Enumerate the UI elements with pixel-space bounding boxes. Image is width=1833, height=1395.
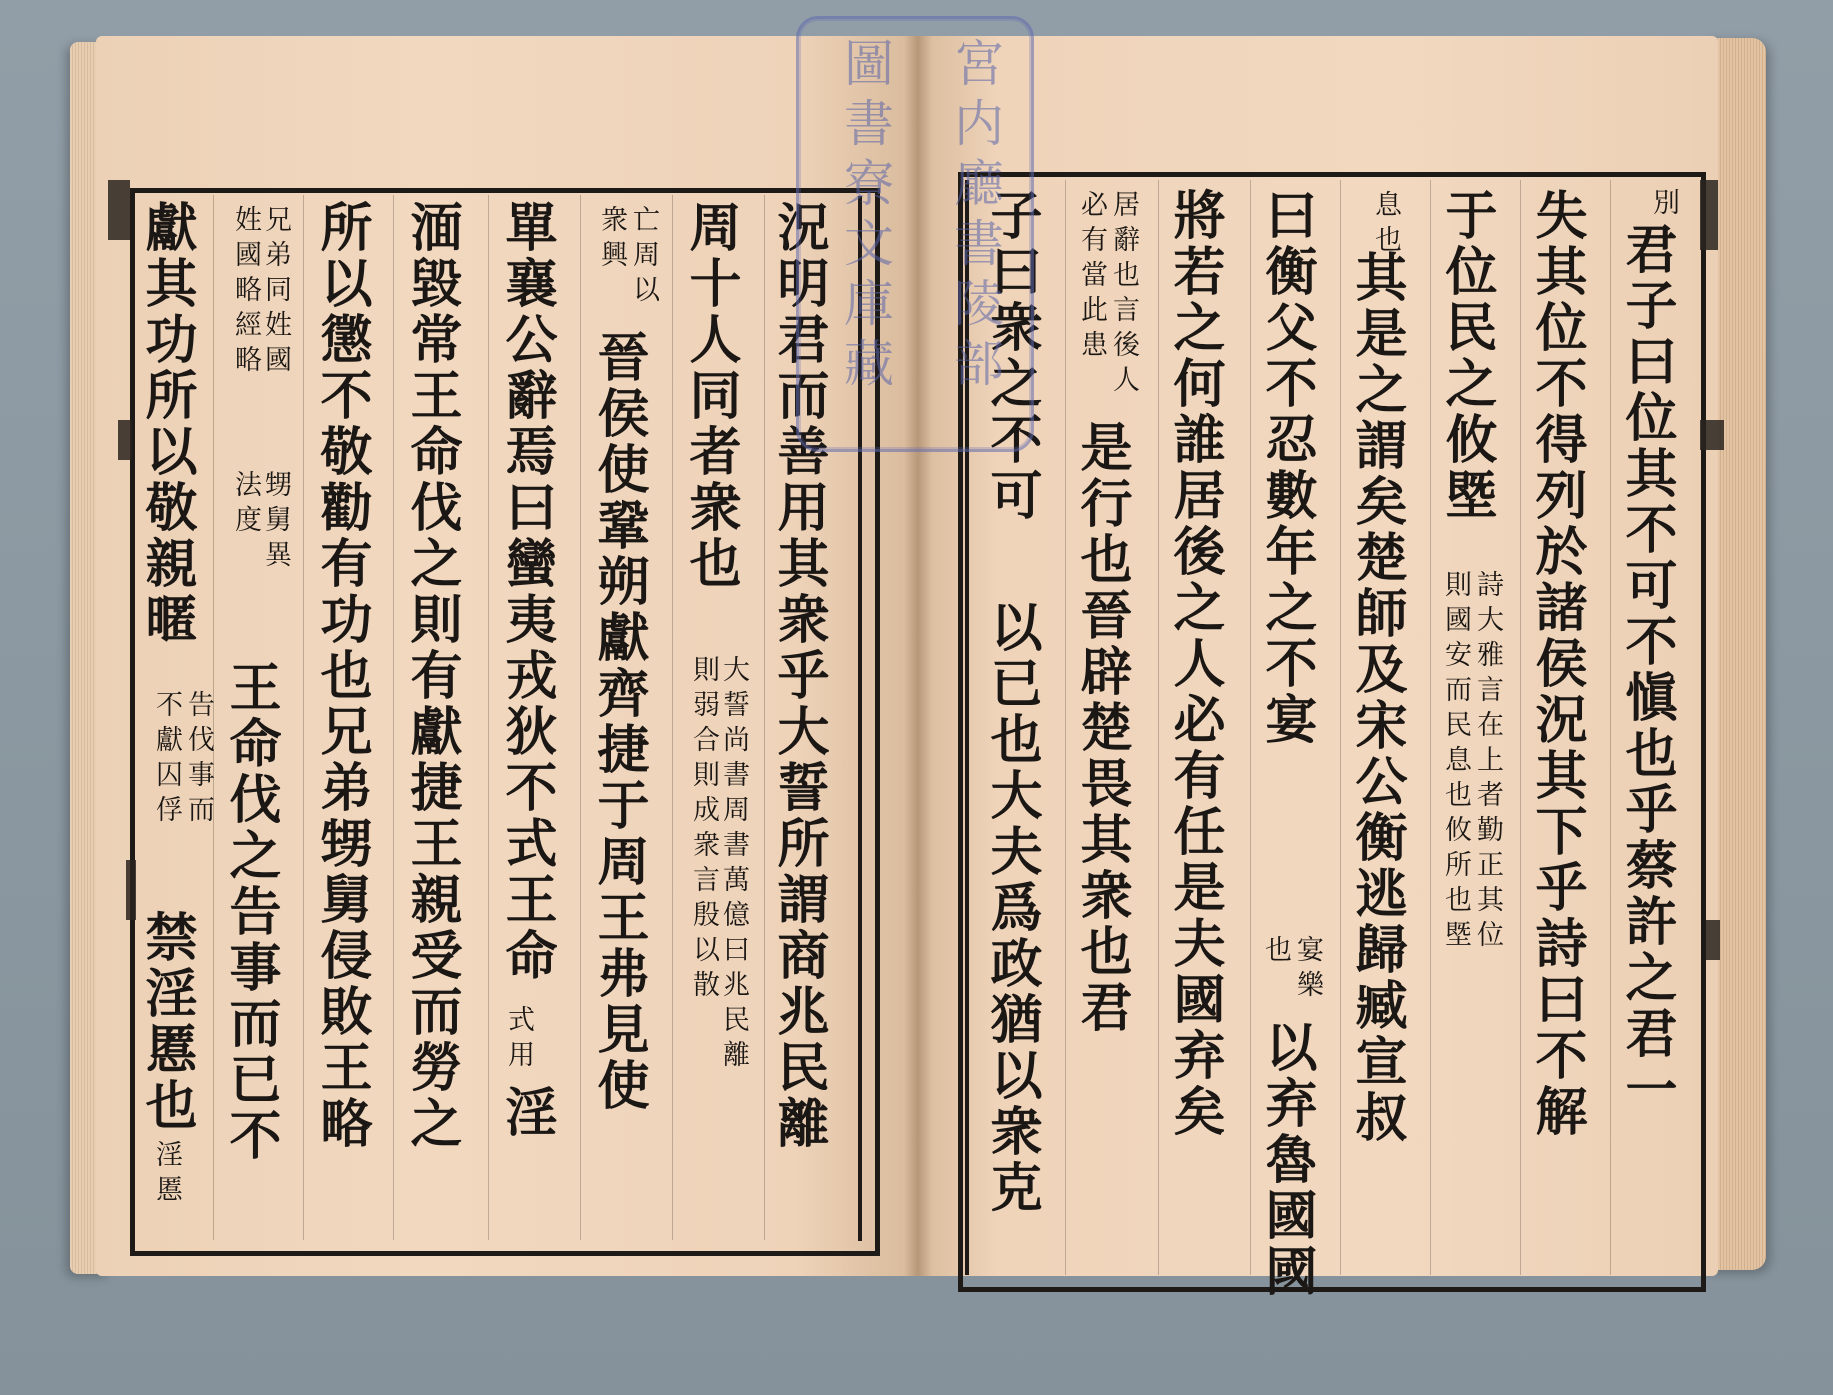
text-column: 子曰衆之不可 — [981, 188, 1042, 524]
text-column: 將若之何誰居後之人必有任是夫國弃矣 — [1164, 188, 1225, 1140]
column-rule — [1430, 180, 1431, 1275]
column-rule — [303, 195, 304, 1240]
commentary-line: 式用 — [503, 1005, 534, 1075]
commentary-line: 也 — [1260, 935, 1291, 970]
text-column: 況明君而善用其衆乎大誓所謂商兆民離 — [768, 200, 829, 1152]
commentary-line: 大誓尚書周書萬億曰兆民離 — [718, 655, 749, 1075]
commentary-line: 別 — [1648, 188, 1679, 223]
fish-tail-mark — [108, 180, 130, 240]
column-rule — [393, 195, 394, 1240]
fish-tail-mark — [126, 860, 136, 920]
commentary-line: 兄弟同姓國 — [260, 205, 291, 380]
column-rule — [1158, 180, 1159, 1275]
text-column: 湎毀常王命伐之則有獻捷王親受而勞之 — [401, 200, 462, 1152]
commentary-line: 姓國略經略 — [230, 205, 261, 380]
text-column: 所以懲不敬勸有功也兄弟甥舅侵敗王略 — [311, 200, 372, 1152]
text-column: 獻其功所以敬親暱 — [136, 200, 197, 648]
text-column: 于位民之攸塈 — [1436, 188, 1497, 524]
commentary-line: 息也 — [1370, 190, 1401, 260]
commentary-line: 法度 — [230, 470, 261, 540]
commentary-line: 甥舅異 — [260, 470, 291, 575]
text-column: 其是之謂矣楚師及宋公衡逃歸臧宣叔 — [1346, 250, 1407, 1146]
text-column: 周十人同者衆也 — [680, 200, 741, 592]
text-column: 晉侯使鞏朔獻齊捷于周王弗見使 — [588, 330, 649, 1114]
text-column: 以已也大夫爲政猶以衆克 — [981, 600, 1042, 1216]
commentary-line: 亡周以 — [628, 205, 659, 310]
fish-tail-mark — [1706, 920, 1720, 960]
column-rule — [672, 195, 673, 1240]
seal-text: 圖書寮文庫藏 — [836, 37, 894, 397]
text-column: 單襄公辭焉曰蠻夷戎狄不式王命 — [496, 200, 557, 984]
column-rule — [1520, 180, 1521, 1275]
column-rule — [488, 195, 489, 1240]
commentary-line: 必有當此患 — [1076, 190, 1107, 365]
fish-tail-mark — [1700, 420, 1724, 450]
commentary-line: 居辭也言後人 — [1108, 190, 1139, 400]
commentary-line: 不獻囚俘 — [151, 690, 182, 830]
column-rule — [1340, 180, 1341, 1275]
text-column: 王命伐之告事而已不 — [220, 660, 281, 1164]
text-column: 以弃魯國國 — [1256, 1020, 1317, 1300]
text-column: 失其位不得列於諸侯況其下乎詩曰不解 — [1526, 188, 1587, 1140]
column-rule — [1250, 180, 1251, 1275]
column-rule — [580, 195, 581, 1240]
commentary-line: 則弱合則成衆言殷以散 — [688, 655, 719, 1005]
text-column: 是行也晉辟楚畏其衆也君 — [1071, 420, 1132, 1036]
fish-tail-mark — [118, 420, 132, 460]
commentary-line: 宴樂 — [1292, 935, 1323, 1005]
column-rule — [1065, 180, 1066, 1275]
seal-text: 宮内廳書陵部 — [946, 37, 1004, 397]
library-seal-stamp — [796, 16, 1034, 452]
fish-tail-mark — [1700, 180, 1718, 250]
commentary-line: 告伐事而 — [183, 690, 214, 830]
commentary-line: 詩大雅言在上者勤正其位 — [1472, 570, 1503, 955]
column-rule — [1610, 180, 1611, 1275]
text-column: 曰衡父不忍數年之不宴 — [1256, 188, 1317, 748]
text-column: 君子曰位其不可不愼也乎蔡許之君一 — [1616, 222, 1677, 1118]
commentary-line: 衆興 — [596, 205, 627, 275]
text-column: 禁淫慝也 — [136, 910, 197, 1134]
text-column: 淫 — [496, 1085, 557, 1141]
column-rule — [764, 195, 765, 1240]
commentary-line: 淫慝 — [151, 1140, 182, 1210]
commentary-line: 則國安而民息也攸所也塈 — [1440, 570, 1471, 955]
